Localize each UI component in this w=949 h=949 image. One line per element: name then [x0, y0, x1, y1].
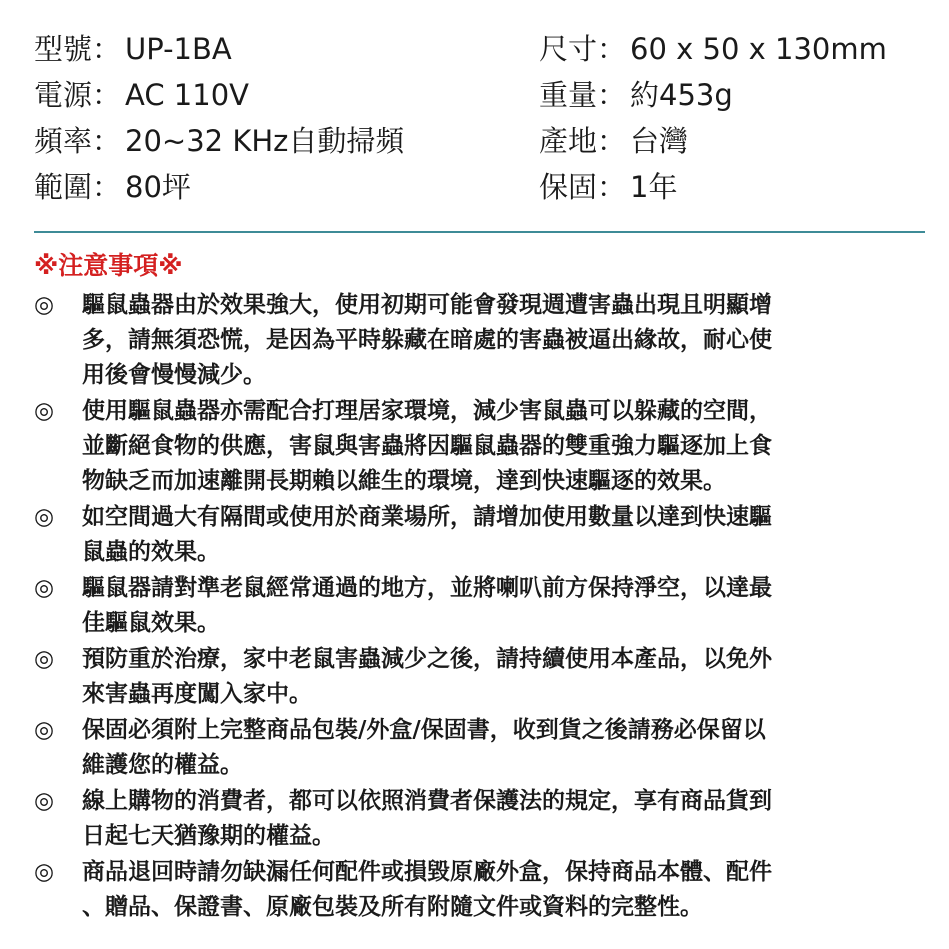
spec-row-power	[34, 72, 404, 118]
spec-label: 電源：	[34, 78, 122, 112]
bullet-icon: ◎	[34, 504, 55, 530]
spec-row-warranty	[539, 164, 887, 210]
spec-table	[34, 26, 924, 216]
spec-label: 保固：	[539, 170, 627, 204]
notice-item-line: 來害蟲再度闖入家中。	[82, 681, 312, 707]
notice-item-line: 鼠蟲的效果。	[82, 539, 220, 565]
notice-item	[34, 394, 929, 499]
spec-row-weight	[539, 72, 887, 118]
notice-item-line: 佳驅鼠效果。	[82, 610, 220, 636]
spec-value: 60 x 50 x 130mm	[630, 32, 887, 66]
spec-value: 1年	[630, 170, 678, 204]
notice-title: ※注意事項※	[34, 251, 183, 280]
notice-item-line: 、贈品、保證書、原廠包裝及所有附隨文件或資料的完整性。	[82, 894, 703, 920]
spec-row-size	[539, 26, 887, 72]
notice-item	[34, 713, 929, 783]
notice-item-line: 驅鼠器請對準老鼠經常通過的地方，並將喇叭前方保持淨空，以達最	[82, 575, 772, 601]
bullet-icon: ◎	[34, 717, 55, 743]
notice-item-line: 多，請無須恐慌，是因為平時躲藏在暗處的害蟲被逼出緣故，耐心使	[82, 327, 772, 353]
spec-label: 尺寸：	[539, 32, 627, 66]
notice-item	[34, 855, 929, 925]
spec-label: 型號：	[34, 32, 122, 66]
spec-value: 20~32 KHz自動掃頻	[125, 124, 405, 158]
bullet-icon: ◎	[34, 788, 55, 814]
notice-item-line: 預防重於治療，家中老鼠害蟲減少之後，請持續使用本產品，以免外	[82, 646, 772, 672]
spec-value: AC 110V	[125, 78, 250, 112]
spec-value: UP-1BA	[125, 32, 232, 66]
bullet-icon: ◎	[34, 292, 55, 318]
notice-item	[34, 642, 929, 712]
notice-item-line: 使用驅鼠蟲器亦需配合打理居家環境，減少害鼠蟲可以躲藏的空間，	[82, 398, 772, 424]
notice-item-line: 驅鼠蟲器由於效果強大，使用初期可能會發現週遭害蟲出現且明顯增	[82, 292, 772, 318]
spec-row-model	[34, 26, 404, 72]
spec-row-range	[34, 164, 404, 210]
spec-label: 範圍：	[34, 170, 122, 204]
notice-item-line: 商品退回時請勿缺漏任何配件或損毀原廠外盒，保持商品本體、配件	[82, 859, 772, 885]
spec-row-frequency	[34, 118, 404, 164]
notice-item	[34, 500, 929, 570]
spec-value: 台灣	[630, 124, 689, 158]
bullet-icon: ◎	[34, 859, 55, 885]
bullet-icon: ◎	[34, 398, 55, 424]
spec-row-origin	[539, 118, 887, 164]
notice-item-line: 如空間過大有隔間或使用於商業場所，請增加使用數量以達到快速驅	[82, 504, 772, 530]
bullet-icon: ◎	[34, 575, 55, 601]
notice-item	[34, 288, 929, 393]
spec-value: 80坪	[125, 170, 191, 204]
spec-column-left	[34, 26, 404, 210]
spec-label: 重量：	[539, 78, 627, 112]
bullet-icon: ◎	[34, 646, 55, 672]
spec-value: 約453g	[630, 78, 733, 112]
notice-item-line: 物缺乏而加速離開長期賴以維生的環境，達到快速驅逐的效果。	[82, 468, 726, 494]
notice-item-line: 維護您的權益。	[82, 752, 243, 778]
notice-item-line: 用後會慢慢減少。	[82, 362, 266, 388]
notice-item-line: 線上購物的消費者，都可以依照消費者保護法的規定，享有商品貨到	[82, 788, 772, 814]
notice-item	[34, 571, 929, 641]
spec-label: 頻率：	[34, 124, 122, 158]
notice-list	[34, 288, 929, 926]
spec-column-right	[539, 26, 887, 210]
notice-item-line: 日起七天猶豫期的權益。	[82, 823, 335, 849]
notice-item	[34, 784, 929, 854]
spec-label: 產地：	[539, 124, 627, 158]
section-divider	[34, 231, 925, 233]
notice-item-line: 保固必須附上完整商品包裝/外盒/保固書，收到貨之後請務必保留以	[82, 717, 766, 743]
notice-item-line: 並斷絕食物的供應，害鼠與害蟲將因驅鼠蟲器的雙重強力驅逐加上食	[82, 433, 772, 459]
